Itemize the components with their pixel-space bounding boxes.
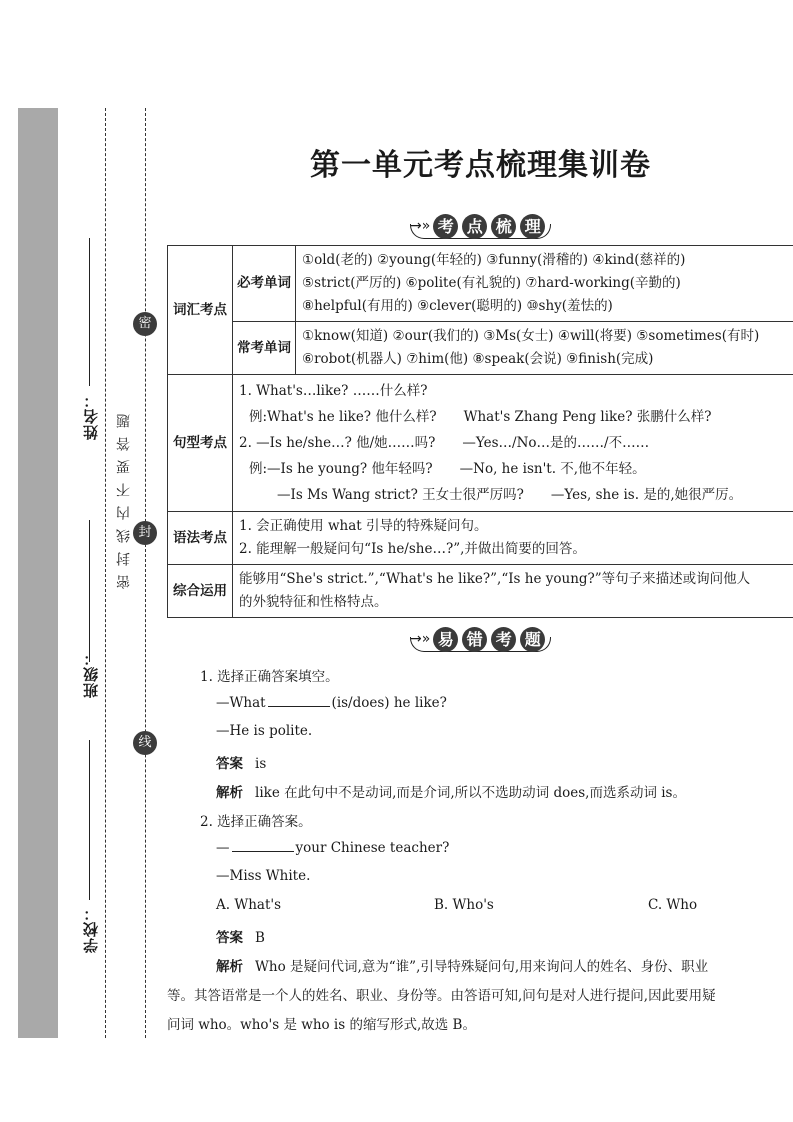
q2-option-b: B. Who's bbox=[434, 897, 494, 913]
common-words-cell bbox=[296, 322, 793, 375]
q2-answer bbox=[216, 926, 265, 946]
table-row bbox=[168, 322, 793, 375]
key-points-table bbox=[167, 245, 793, 618]
seal-feng-icon: 封 bbox=[133, 521, 157, 545]
school-label: 学校： bbox=[82, 905, 100, 953]
banner-char: 考 bbox=[491, 627, 516, 652]
page-title: 第一单元考点梳理集训卷 bbox=[310, 148, 651, 183]
usage-category: 综合运用 bbox=[168, 565, 233, 618]
analysis-text: like 在此句中不是动词,而是介词,所以不选助动词 does,而选系动词 is。 bbox=[255, 785, 686, 801]
sentence-category: 句型考点 bbox=[168, 375, 233, 512]
name-label: 姓名： bbox=[82, 392, 100, 440]
q2-analysis-line2: 等。其答语常是一个人的姓名、职业、身份等。由答语可知,问句是对人进行提问,因此要用疑 bbox=[167, 988, 716, 1004]
answer-blank bbox=[268, 694, 330, 707]
grammar-line: 1. 会正确使用 what 引导的特殊疑问句。 bbox=[239, 518, 488, 534]
usage-line: 能够用“She's strict.”,“What's he like?”,“Is he young?”等句子来描述或询问他人 bbox=[239, 571, 751, 587]
table-row bbox=[168, 246, 793, 322]
sentence-line: 例:—Is he young? 他年轻吗? —No, he isn't. 不,他不年轻。 bbox=[249, 461, 646, 477]
q1-line1 bbox=[216, 694, 447, 711]
q2-option-c: C. Who bbox=[648, 897, 698, 913]
sentence-cell bbox=[233, 375, 793, 512]
q2-line1 bbox=[216, 839, 449, 856]
q1-analysis bbox=[216, 781, 686, 801]
name-rule bbox=[89, 238, 90, 386]
analysis-label: 解析 bbox=[216, 785, 243, 801]
class-label: 班级： bbox=[82, 650, 100, 698]
arrow-icon: →» bbox=[410, 631, 431, 647]
q2-analysis-line1 bbox=[216, 955, 708, 975]
banner-char: 点 bbox=[462, 214, 487, 239]
grammar-cell bbox=[233, 512, 793, 565]
sentence-line: 1. What's…like? ……什么样? bbox=[239, 383, 428, 399]
banner-char: 理 bbox=[520, 214, 545, 239]
seal-mi-icon: 密 bbox=[133, 312, 157, 336]
sentence-line: —Is Ms Wang strict? 王女士很严厉吗? —Yes, she is. 是的,她很严厉。 bbox=[277, 487, 743, 503]
q1-line1-start: —What bbox=[216, 695, 266, 711]
section-banner-mistakes bbox=[410, 624, 549, 654]
class-rule bbox=[89, 520, 90, 662]
q1-stem: 1. 选择正确答案填空。 bbox=[200, 669, 339, 685]
answer-label: 答案 bbox=[216, 756, 243, 772]
answer-value: is bbox=[255, 756, 267, 772]
banner-char: 题 bbox=[520, 627, 545, 652]
grammar-category: 语法考点 bbox=[168, 512, 233, 565]
common-words-label: 常考单词 bbox=[233, 322, 296, 375]
sentence-line: 例:What's he like? 他什么样? What's Zhang Peng like? 张鹏什么样? bbox=[249, 409, 712, 425]
q2-line1-start: — bbox=[216, 840, 230, 856]
answer-blank bbox=[232, 839, 294, 852]
usage-line: 的外貌特征和性格特点。 bbox=[239, 594, 388, 610]
must-words-label: 必考单词 bbox=[233, 246, 296, 322]
must-words-cell bbox=[296, 246, 793, 322]
answer-value: B bbox=[255, 930, 265, 946]
grammar-line: 2. 能理解一般疑问句“Is he/she…?”,并做出简要的回答。 bbox=[239, 541, 586, 557]
vocab-category: 词汇考点 bbox=[168, 246, 233, 375]
banner-char: 考 bbox=[433, 214, 458, 239]
q1-line1-end: (is/does) he like? bbox=[331, 695, 447, 711]
analysis-text: Who 是疑问代词,意为“谁”,引导特殊疑问句,用来询问人的姓名、身份、职业 bbox=[255, 959, 709, 975]
q2-line1-end: your Chinese teacher? bbox=[295, 840, 450, 856]
q2-line2: —Miss White. bbox=[216, 868, 311, 884]
table-row bbox=[168, 512, 793, 565]
seal-instruction: 密封线内不要答题 bbox=[116, 405, 132, 589]
table-row bbox=[168, 375, 793, 512]
banner-char: 易 bbox=[433, 627, 458, 652]
seal-xian-icon: 线 bbox=[133, 731, 157, 755]
usage-cell bbox=[233, 565, 793, 618]
q2-option-a: A. What's bbox=[216, 897, 282, 913]
banner-char: 梳 bbox=[491, 214, 516, 239]
section-banner-points bbox=[410, 211, 549, 241]
must-words-line: ①old(老的) ②young(年轻的) ③funny(滑稽的) ④kind(慈祥的) bbox=[302, 252, 686, 268]
q2-analysis-line3: 问词 who。who's 是 who is 的缩写形式,故选 B。 bbox=[167, 1017, 476, 1033]
q1-line2: —He is polite. bbox=[216, 723, 313, 739]
dash-line-inner bbox=[145, 108, 146, 1038]
banner-char: 错 bbox=[462, 627, 487, 652]
must-words-line: ⑧helpful(有用的) ⑨clever(聪明的) ⑩shy(羞怯的) bbox=[302, 298, 613, 314]
binding-strip bbox=[18, 108, 58, 1038]
sentence-line: 2. —Is he/she…? 他/她……吗? —Yes…/No…是的……/不…… bbox=[239, 435, 650, 451]
dash-line-outer bbox=[105, 108, 106, 1038]
school-rule bbox=[89, 740, 90, 900]
q2-stem: 2. 选择正确答案。 bbox=[200, 814, 312, 830]
table-row bbox=[168, 565, 793, 618]
answer-label: 答案 bbox=[216, 930, 243, 946]
analysis-label: 解析 bbox=[216, 959, 243, 975]
common-words-line: ①know(知道) ②our(我们的) ③Ms(女士) ④will(将要) ⑤sometimes(有时) bbox=[302, 328, 760, 344]
q1-answer bbox=[216, 752, 266, 772]
must-words-line: ⑤strict(严厉的) ⑥polite(有礼貌的) ⑦hard-working(辛勤的) bbox=[302, 275, 681, 291]
arrow-icon: →» bbox=[410, 218, 431, 234]
common-words-line: ⑥robot(机器人) ⑦him(他) ⑧speak(会说) ⑨finish(完成) bbox=[302, 351, 654, 367]
